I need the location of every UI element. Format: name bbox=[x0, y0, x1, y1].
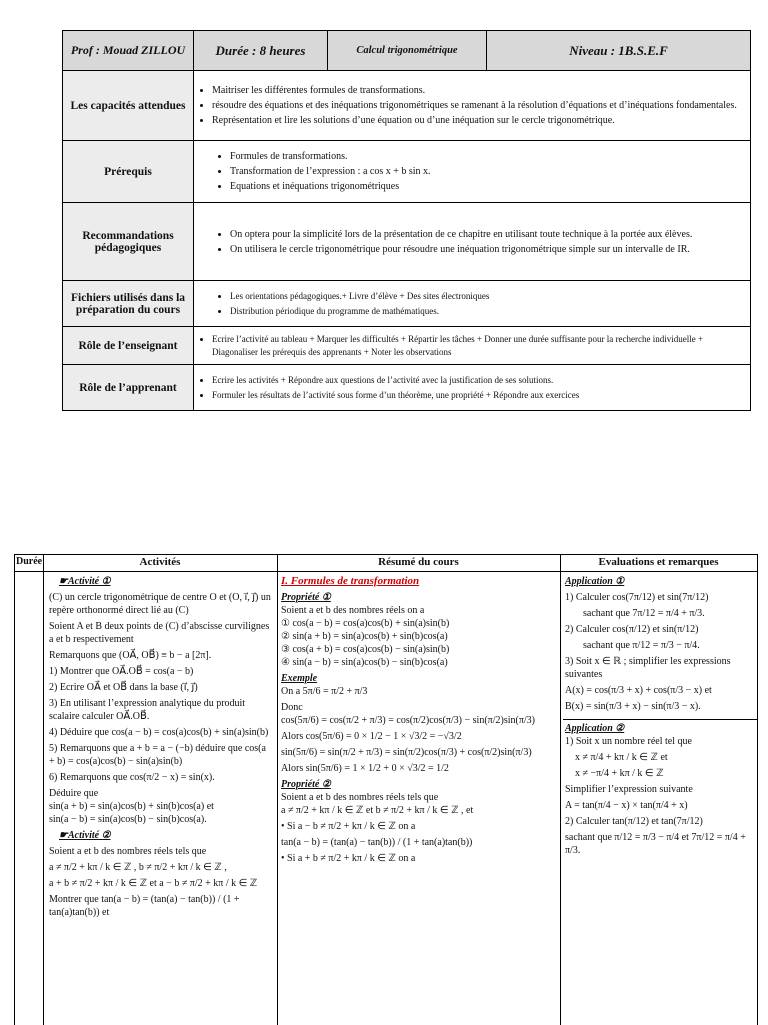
list-item: • Distribution périodique du programme de mathématiques. bbox=[230, 305, 746, 318]
formula: ① cos(a − b) = cos(a)cos(b) + sin(a)sin(b) bbox=[281, 618, 450, 629]
header-activites: Activités bbox=[139, 556, 181, 568]
activity-text: sin(a − b) = sin(a)cos(b) − sin(b)cos(a). bbox=[49, 814, 207, 825]
application-title: Application ① bbox=[565, 576, 625, 587]
duree-cell: Durée : 8 heures bbox=[194, 31, 328, 71]
row-content bbox=[194, 203, 751, 281]
eval-text: 1) Calculer cos(7π/12) et sin(7π/12) bbox=[565, 592, 709, 603]
activity-text: 5) Remarquons que a + b = a − (−b) déduire que cos(a + b) = cos(a)cos(b) − sin(a)sin(b) bbox=[49, 743, 266, 767]
row-content bbox=[194, 141, 751, 203]
resume-text: Soient a et b des nombres réels tels que bbox=[281, 792, 439, 803]
list-item: • Formules de transformations. bbox=[230, 150, 746, 163]
list-item: • Ecrire l’activité au tableau + Marquer les difficultés + Répartir les tâches + Donner une durée suffisante pour la recherche individuelle + Diagonaliser les prérequis des apprenants + Noter les observations bbox=[212, 333, 746, 359]
list-item: • Transformation de l’expression : a cos x + b sin x. bbox=[230, 165, 746, 178]
row-content bbox=[194, 281, 751, 327]
resume-column bbox=[281, 575, 557, 868]
header-evaluations: Evaluations et remarques bbox=[598, 556, 719, 568]
list-item: • Equations et inéquations trigonométriques bbox=[230, 180, 746, 193]
formula: cos(5π/6) = cos(π/2 + π/3) = cos(π/2)cos(π/3) − sin(π/2)sin(π/3) bbox=[281, 715, 535, 726]
row-label: Recommandations pédagogiques bbox=[63, 203, 194, 281]
list-item: • Formuler les résultats de l’activité sous forme d’un théorème, une propriété + Répondre aux exercices bbox=[212, 389, 746, 402]
eval-text: sachant que π/12 = π/3 − π/4 et 7π/12 = π/4 + π/3. bbox=[565, 832, 746, 856]
formula: Alors sin(5π/6) = 1 × 1/2 + 0 × √3/2 = 1/2 bbox=[281, 763, 449, 774]
resume-text: On a 5π/6 = π/2 + π/3 bbox=[281, 686, 368, 697]
formula: sin(5π/6) = sin(π/2 + π/3) = sin(π/2)cos(π/3) + cos(π/2)sin(π/3) bbox=[281, 747, 532, 758]
header-duree: Durée bbox=[16, 556, 43, 567]
activity-text: 1) Montrer que OA⃗.OB⃗ = cos(a − b) bbox=[49, 666, 194, 677]
row-label: Prérequis bbox=[63, 141, 194, 203]
eval-text: Simplifier l’expression suivante bbox=[565, 784, 693, 795]
formula: ④ sin(a − b) = sin(a)cos(b) − sin(b)cos(a) bbox=[281, 657, 448, 668]
eval-text: x ≠ −π/4 + kπ / k ∈ ℤ bbox=[575, 768, 664, 779]
list-item: • Les orientations pédagogiques.+ Livre d’élève + Des sites électroniques bbox=[230, 290, 746, 303]
section-divider bbox=[563, 719, 757, 720]
formula: A(x) = cos(π/3 + x) + cos(π/3 − x) et bbox=[565, 685, 712, 696]
property-title: Propriété ② bbox=[281, 779, 331, 790]
activity-title: ☛Activité ① bbox=[59, 576, 111, 587]
row-label: Les capacités attendues bbox=[63, 71, 194, 141]
activity-text: Soient a et b des nombres réels tels que bbox=[49, 846, 207, 857]
evaluations-column bbox=[565, 575, 753, 860]
activites-column bbox=[49, 575, 273, 922]
formula: Alors cos(5π/6) = 0 × 1/2 − 1 × √3/2 = −√3/2 bbox=[281, 731, 462, 742]
eval-text: x ≠ π/4 + kπ / k ∈ ℤ et bbox=[575, 752, 668, 763]
activity-text: Soient A et B deux points de (C) d’abscisse curvilignes a et b respectivement bbox=[49, 621, 270, 645]
activity-text: 3) En utilisant l’expression analytique du produit scalaire calculer OA⃗.OB⃗. bbox=[49, 698, 246, 722]
course-table bbox=[14, 554, 758, 1025]
activity-text: Montrer que tan(a − b) = (tan(a) − tan(b)) / (1 + tan(a)tan(b)) et bbox=[49, 894, 240, 918]
activity-text: a ≠ π/2 + kπ / k ∈ ℤ , b ≠ π/2 + kπ / k ∈ ℤ , bbox=[49, 862, 227, 873]
formula: ③ cos(a + b) = cos(a)cos(b) − sin(a)sin(b) bbox=[281, 644, 450, 655]
resume-text: Soient a et b des nombres réels on a bbox=[281, 605, 425, 616]
activity-text: 6) Remarquons que cos(π/2 − x) = sin(x). bbox=[49, 772, 215, 783]
row-label: Fichiers utilisés dans la préparation du cours bbox=[63, 281, 194, 327]
lesson-cell: Calcul trigonométrique bbox=[328, 31, 487, 71]
list-item: • On optera pour la simplicité lors de la présentation de ce chapitre en utilisant toute technique à la portée aux élèves. bbox=[230, 228, 746, 241]
list-item: • On utilisera le cercle trigonométrique pour résoudre une inéquation trigonométrique simple sur un intervalle de IR. bbox=[230, 243, 746, 256]
header-divider bbox=[15, 571, 757, 572]
activity-text: (C) un cercle trigonométrique de centre O et (O, i⃗, j⃗) un repère orthonormé direct lié au (C) bbox=[49, 592, 271, 616]
prof-cell: Prof : Mouad ZILLOU bbox=[63, 31, 194, 71]
application-title: Application ② bbox=[565, 723, 625, 734]
property-title: Propriété ① bbox=[281, 592, 331, 603]
activity-text: 4) Déduire que cos(a − b) = cos(a)cos(b) + sin(a)sin(b) bbox=[49, 727, 269, 738]
eval-text: 2) Calculer cos(π/12) et sin(π/12) bbox=[565, 624, 699, 635]
eval-text: sachant que 7π/12 = π/4 + π/3. bbox=[583, 608, 705, 619]
formula: B(x) = sin(π/3 + x) − sin(π/3 − x). bbox=[565, 701, 701, 712]
activity-title: ☛Activité ② bbox=[59, 830, 111, 841]
eval-text: 3) Soit x ∈ ℝ ; simplifier les expressions suivantes bbox=[565, 656, 731, 680]
eval-text: 2) Calculer tan(π/12) et tan(7π/12) bbox=[565, 816, 703, 827]
list-item: • résoudre des équations et des inéquations trigonométriques se ramenant à la résolution d’équations et d’inéquations fondamentales. bbox=[212, 99, 746, 112]
column-divider bbox=[560, 555, 561, 1025]
example-title: Exemple bbox=[281, 673, 318, 684]
eval-text: sachant que π/12 = π/3 − π/4. bbox=[583, 640, 700, 651]
eval-text: 1) Soit x un nombre réel tel que bbox=[565, 736, 692, 747]
activity-text: a + b ≠ π/2 + kπ / k ∈ ℤ et a − b ≠ π/2 + kπ / k ∈ ℤ bbox=[49, 878, 258, 889]
list-item: • Représentation et lire les solutions d’une équation ou d’une inéquation sur le cercle trigonométrique. bbox=[212, 114, 746, 127]
resume-text: Donc bbox=[281, 702, 303, 713]
formula: tan(a − b) = (tan(a) − tan(b)) / (1 + tan(a)tan(b)) bbox=[281, 837, 473, 848]
list-item: • Ecrire les activités + Répondre aux questions de l’activité avec la justification de ses solutions. bbox=[212, 374, 746, 387]
row-label: Rôle de l’enseignant bbox=[63, 327, 194, 365]
lesson-info-table bbox=[62, 30, 751, 411]
resume-text: • Si a − b ≠ π/2 + kπ / k ∈ ℤ on a bbox=[281, 821, 416, 832]
niveau-cell: Niveau : 1B.S.E.F bbox=[487, 31, 751, 71]
formula: A = tan(π/4 − x) × tan(π/4 + x) bbox=[565, 800, 688, 811]
activity-text: 2) Ecrire OA⃗ et OB⃗ dans la base (i⃗, j⃗) bbox=[49, 682, 198, 693]
activity-text: Remarquons que (OA⃗, OB⃗) ≡ b − a [2π]. bbox=[49, 650, 212, 661]
activity-text: sin(a + b) = sin(a)cos(b) + sin(b)cos(a) et bbox=[49, 801, 214, 812]
list-item: • Maitriser les différentes formules de transformations. bbox=[212, 84, 746, 97]
row-content bbox=[194, 365, 751, 411]
row-content bbox=[194, 71, 751, 141]
column-divider bbox=[43, 555, 44, 1025]
header-resume: Résumé du cours bbox=[378, 556, 459, 568]
section-title: I. Formules de transformation bbox=[281, 575, 420, 587]
formula: ② sin(a + b) = sin(a)cos(b) + sin(b)cos(a) bbox=[281, 631, 448, 642]
resume-text: a ≠ π/2 + kπ / k ∈ ℤ et b ≠ π/2 + kπ / k ∈ ℤ , et bbox=[281, 805, 474, 816]
row-label: Rôle de l’apprenant bbox=[63, 365, 194, 411]
resume-text: • Si a + b ≠ π/2 + kπ / k ∈ ℤ on a bbox=[281, 853, 416, 864]
row-content bbox=[194, 327, 751, 365]
activity-text: Déduire que bbox=[49, 788, 99, 799]
column-divider bbox=[277, 555, 278, 1025]
